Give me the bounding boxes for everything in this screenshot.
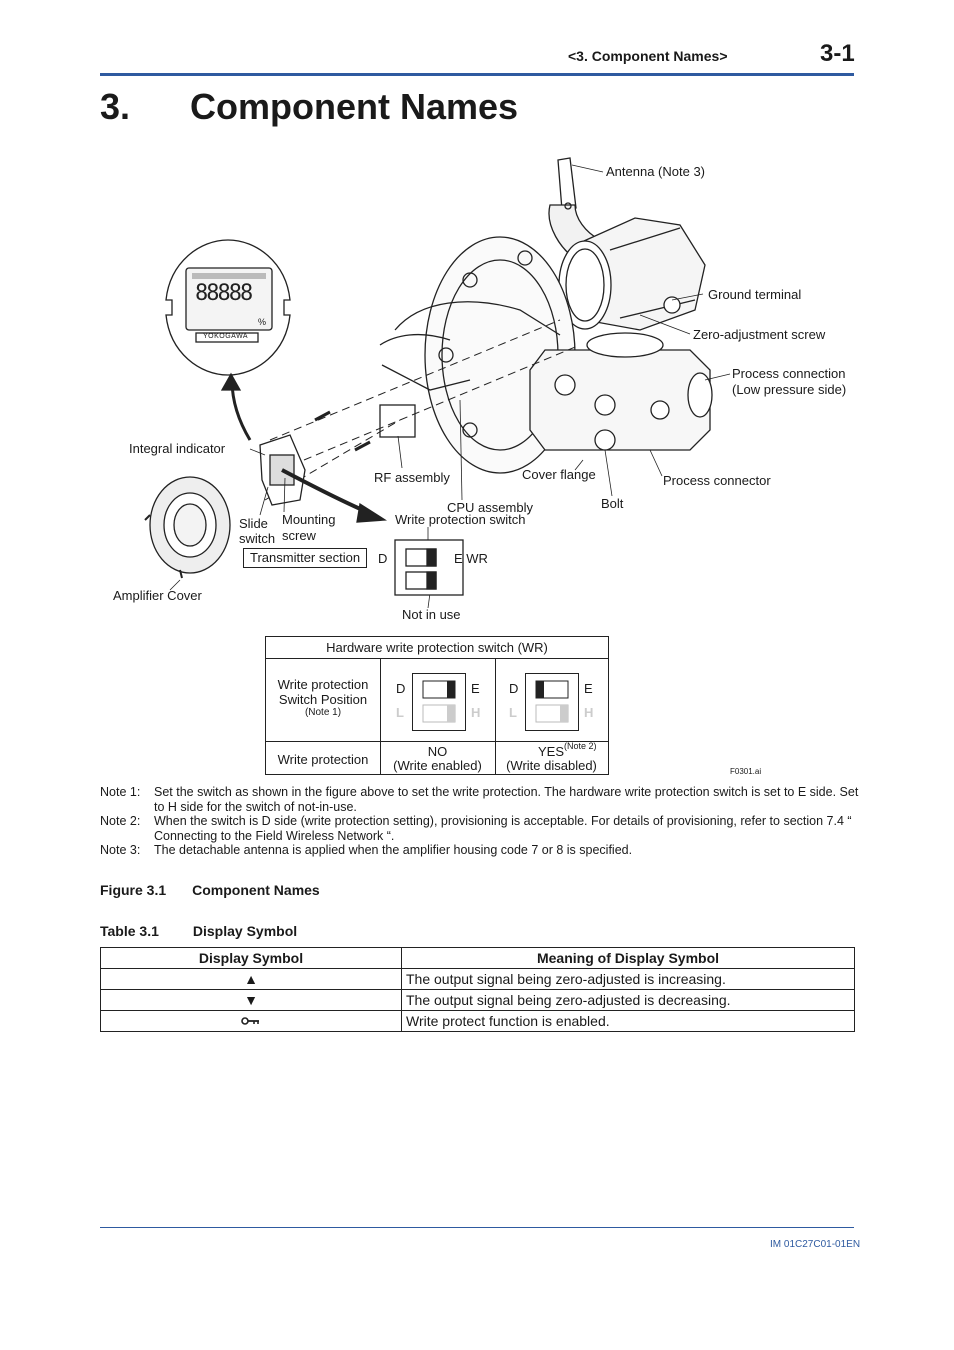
label-not-in-use: Not in use: [402, 607, 461, 622]
wp-no-label: NO: [427, 744, 448, 759]
lcd-digits: 88888: [195, 281, 252, 306]
footer-rule: [100, 1227, 854, 1228]
header-display-symbol: Display Symbol: [101, 948, 402, 969]
label-process-connection: Process connection: [732, 366, 846, 381]
label-rf-assembly: RF assembly: [374, 470, 450, 485]
wp-yes-switch-icon: [525, 673, 579, 731]
write-protection-table: [265, 636, 609, 775]
running-header-section: <3. Component Names>: [568, 48, 728, 64]
wp-row1-label1: Write protection: [277, 677, 369, 692]
wp-yes-e: E: [584, 681, 593, 696]
wp-no-sub: (Write enabled): [393, 758, 482, 773]
label-zero-adjust: Zero-adjustment screw: [693, 327, 826, 342]
label-ground-terminal: Ground terminal: [708, 287, 802, 302]
down-arrow-icon: ▼: [101, 990, 402, 1011]
chapter-number: 3.: [100, 86, 131, 127]
wp-yes-label: YES: [538, 744, 565, 759]
label-integral-indicator: Integral indicator: [129, 441, 226, 456]
display-symbol-table: [100, 947, 855, 1032]
page-number: 3-1: [820, 40, 855, 67]
label-switch: switch: [239, 531, 276, 546]
amplifier-cover-drawing: [145, 477, 230, 578]
label-process-connector: Process connector: [663, 473, 771, 488]
up-arrow-icon: ▲: [101, 969, 402, 990]
table-row: Write protect function is enabled.: [101, 1011, 855, 1032]
wp-no-switch-icon: [412, 673, 466, 731]
table-row: ▼ The output signal being zero-adjusted is decreasing.: [101, 990, 855, 1011]
wp-no-e: E: [471, 681, 480, 696]
wp-yes-sub: (Write disabled): [506, 758, 597, 773]
label-bolt: Bolt: [601, 496, 624, 511]
note-1: Note 1: Set the switch as shown in the figure above to set the write protection. The hardware write protection switch is set to E side. Set to H side for the switch of not-in-use.: [100, 785, 859, 814]
figure-file-id: F0301.ai: [730, 767, 762, 776]
label-slide: Slide: [239, 516, 268, 531]
wp-row1-label2: Switch Position: [278, 692, 368, 707]
label-transmitter-section: Transmitter section: [243, 548, 367, 568]
integral-indicator-drawing: [166, 240, 290, 375]
rf-assembly-drawing: [380, 405, 415, 437]
wp-yes-d: D: [509, 681, 519, 696]
write-switch-drawing: [395, 540, 463, 595]
lcd-percent: %: [258, 317, 267, 327]
wp-no-d: D: [396, 681, 406, 696]
note-2: Note 2: When the switch is D side (write protection setting), provisioning is acceptable. For details of provisioning, refer to section 7.4 “ Connecting to the Field Wireless Network “.: [100, 814, 852, 843]
wp-yes-h: H: [584, 705, 594, 720]
component-figure: [0, 0, 954, 640]
wp-yes-l: L: [509, 705, 517, 720]
lcd-brand: YOKOGAWA: [203, 333, 249, 340]
label-switch-d: D: [378, 551, 388, 566]
wp-row2-label: Write protection: [277, 752, 369, 767]
label-screw: screw: [282, 528, 316, 543]
table-row: ▲ The output signal being zero-adjusted is increasing.: [101, 969, 855, 990]
label-write-protection-switch: Write protection switch: [395, 512, 526, 527]
cover-flange-drawing: [530, 333, 712, 450]
figure-notes: [100, 785, 860, 858]
label-switch-ewr: E WR: [454, 551, 488, 566]
chapter-title: Component Names: [190, 86, 519, 127]
label-cpu-assembly: CPU assembly: [447, 500, 533, 515]
wp-yes-note: (Note 2): [564, 741, 597, 751]
header-meaning: Meaning of Display Symbol: [402, 948, 855, 969]
wp-no-l: L: [396, 705, 404, 720]
figure-caption: Figure 3.1 Component Names: [100, 882, 320, 898]
wp-table-title: Hardware write protection switch (WR): [326, 640, 548, 655]
wp-row1-note: (Note 1): [304, 707, 342, 718]
footer-doc-id: IM 01C27C01-01EN: [770, 1239, 861, 1250]
label-process-connection-side: (Low pressure side): [732, 382, 847, 397]
table-caption: Table 3.1 Display Symbol: [100, 923, 298, 939]
label-antenna: Antenna (Note 3): [606, 164, 706, 179]
label-amplifier-cover: Amplifier Cover: [113, 588, 202, 603]
wp-no-h: H: [471, 705, 481, 720]
label-cover-flange: Cover flange: [522, 467, 596, 482]
key-icon: [241, 1016, 261, 1026]
note-3: Note 3: The detachable antenna is applied when the amplifier housing code 7 or 8 is specified.: [100, 843, 633, 857]
label-mounting: Mounting: [282, 512, 336, 527]
